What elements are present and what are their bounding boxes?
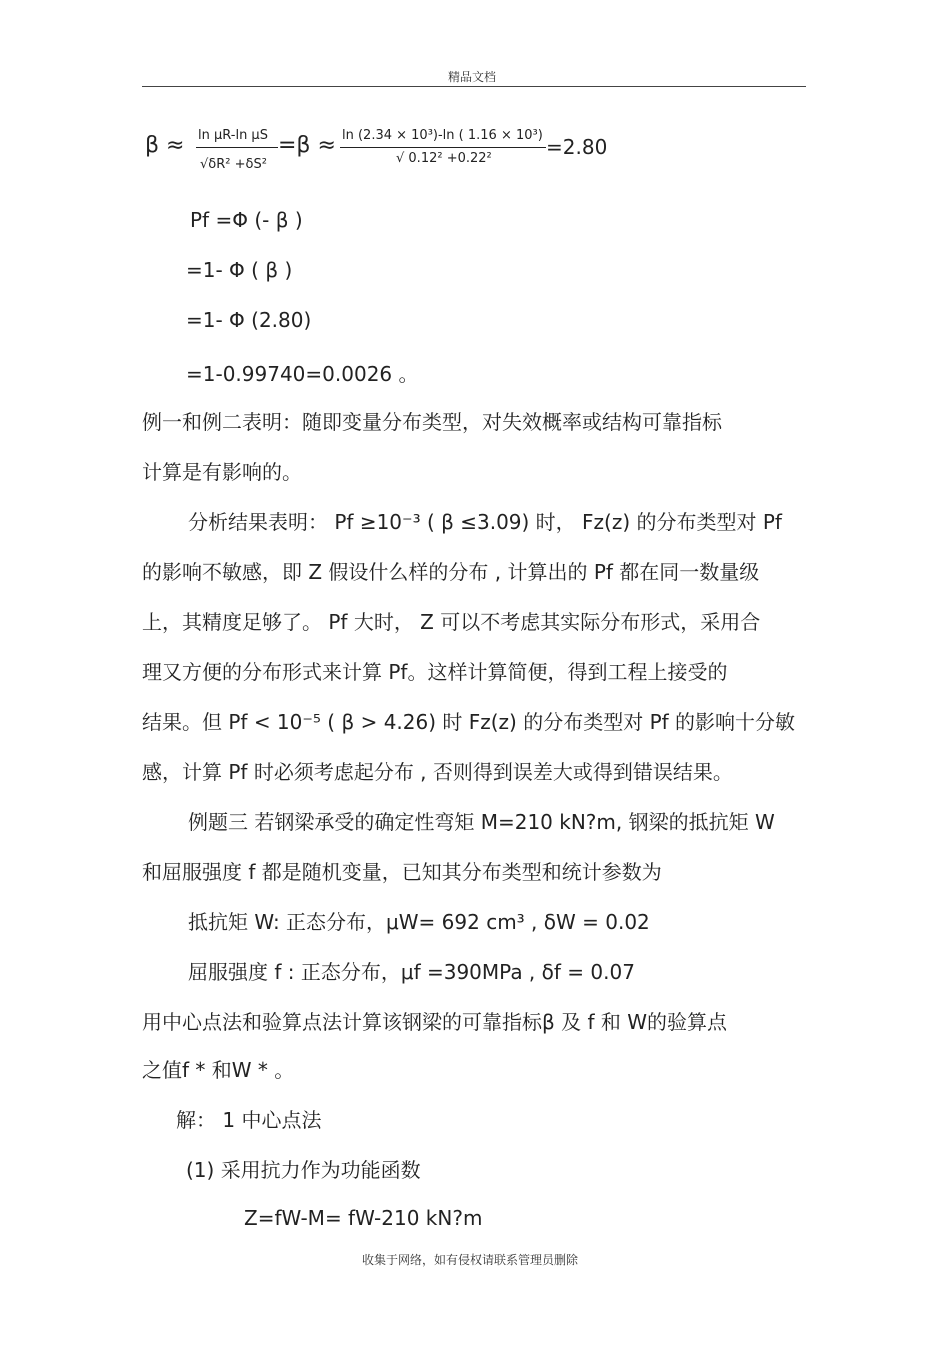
text-line-2: 计算是有影响的。: [142, 460, 302, 484]
page-header: 精品文档: [448, 70, 497, 84]
page-footer: 收集于网络，如有侵权请联系管理员删除: [362, 1253, 579, 1267]
formula-numerator-a: ln μR-ln μS: [198, 128, 268, 143]
formula-denominator-a: √δR² +δS²: [200, 157, 267, 172]
formula-result: =2.80: [546, 135, 608, 159]
fraction-bar-a: [196, 147, 278, 148]
formula-eq-beta: =β ≈: [278, 133, 336, 158]
text-line-17: Z=fW-M= fW-210 kN?m: [244, 1206, 483, 1230]
text-line-4: 的影响不敏感，即 Z 假设什么样的分布 , 计算出的 Pf 都在同一数量级: [142, 560, 760, 584]
text-line-12: 屈服强度 f : 正态分布，μf =390MPa , δf = 0.07: [188, 960, 635, 984]
text-line-11: 抵抗矩 W: 正态分布，μW= 692 cm³ , δW = 0.02: [188, 910, 650, 934]
text-line-7: 结果。但 Pf < 10⁻⁵ ( β > 4.26) 时 Fz(z) 的分布类型对 Pf 的影响十分敏: [142, 710, 796, 734]
text-line-14: 之值f * 和W * 。: [142, 1058, 295, 1082]
text-line-16: (1) 采用抗力作为功能函数: [186, 1158, 421, 1182]
fraction-bar-b: [340, 147, 546, 148]
step-line-3: =1- Φ (2.80): [186, 308, 312, 332]
text-line-15: 解： 1 中心点法: [176, 1108, 322, 1132]
header-rule: [142, 86, 806, 87]
text-line-13: 用中心点法和验算点法计算该钢梁的可靠指标β 及 f 和 W的验算点: [142, 1010, 728, 1034]
formula-beta-approx: β ≈: [145, 133, 185, 158]
text-line-8: 感，计算 Pf 时必须考虑起分布 , 否则得到误差大或得到错误结果。: [142, 760, 733, 784]
text-line-5: 上，其精度足够了。 Pf 大时， Z 可以不考虑其实际分布形式，采用合: [142, 610, 761, 634]
step-line-1: Pf =Φ (- β ): [190, 208, 303, 232]
formula-denominator-b: √ 0.12² +0.22²: [396, 151, 492, 166]
step-line-2: =1- Φ ( β ): [186, 258, 293, 282]
formula-numerator-b: ln (2.34 × 10³)-ln ( 1.16 × 10³): [342, 128, 543, 143]
step-line-4: =1-0.99740=0.0026 。: [186, 362, 419, 386]
text-line-1: 例一和例二表明：随即变量分布类型，对失效概率或结构可靠指标: [142, 410, 722, 434]
text-line-10: 和屈服强度 f 都是随机变量，已知其分布类型和统计参数为: [142, 860, 662, 884]
text-line-6: 理又方便的分布形式来计算 Pf。这样计算简便，得到工程上接受的: [142, 660, 728, 684]
text-line-9: 例题三 若钢梁承受的确定性弯矩 M=210 kN?m, 钢梁的抵抗矩 W: [188, 810, 775, 834]
text-line-3: 分析结果表明： Pf ≥10⁻³ ( β ≤3.09) 时， Fz(z) 的分布类型对 Pf: [188, 510, 782, 534]
